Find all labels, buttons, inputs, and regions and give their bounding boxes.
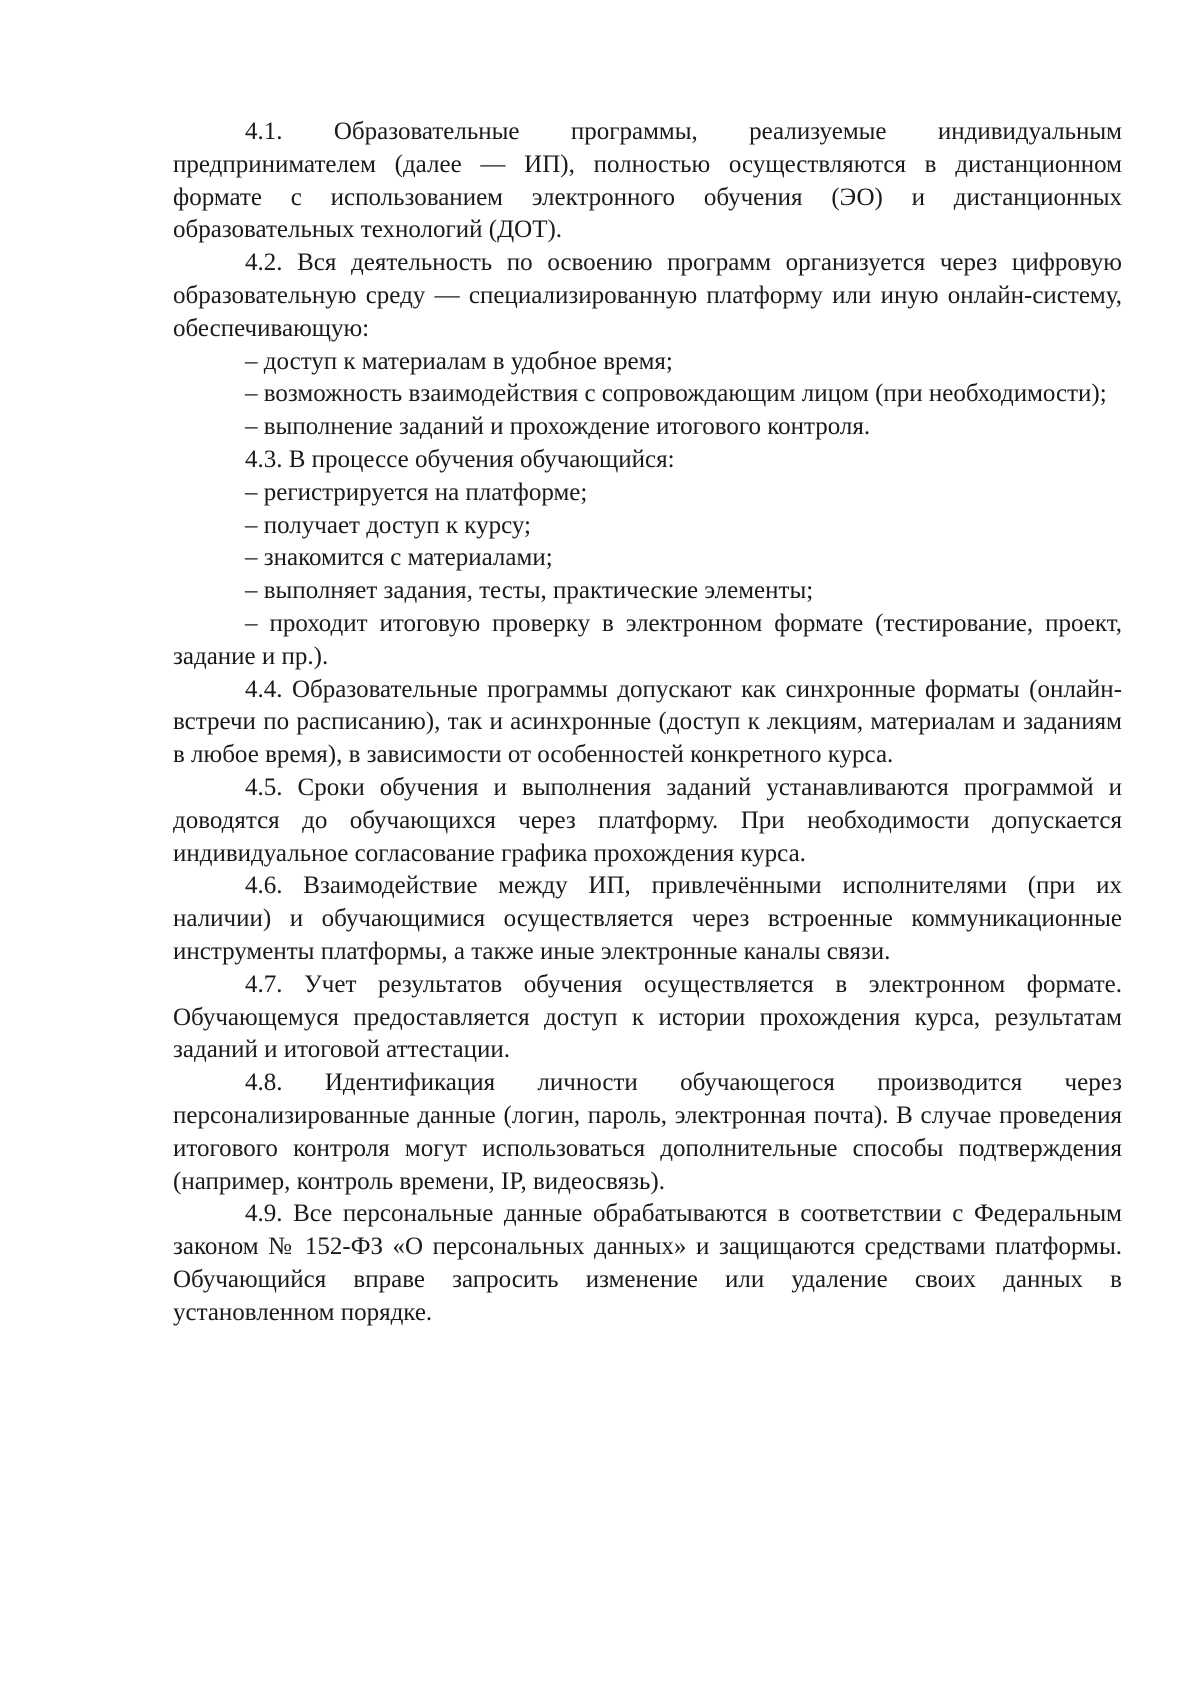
list-item-materials: – знакомится с материалами; bbox=[245, 544, 553, 572]
paragraph-4-2: 4.2. Вся деятельность по освоению программ организуется через цифровую образовательную среду — специализированную платформу или иную онлайн-систему, обеспечивающую: bbox=[173, 249, 1122, 342]
list-item-interaction: – возможность взаимодействия с сопровождающим лицом (при необходимости); bbox=[245, 380, 1107, 408]
list-item-final-check: – проходит итоговую проверку в электронном формате (тестирование, проект, задание и пр.). bbox=[173, 609, 1122, 670]
list-item-tasks-control: – выполнение заданий и прохождение итогового контроля. bbox=[245, 413, 871, 441]
list-item-access: – доступ к материалам в удобное время; bbox=[245, 347, 673, 375]
list-item-assignments: – выполняет задания, тесты, практические элементы; bbox=[245, 577, 814, 605]
paragraph-4-4: 4.4. Образовательные программы допускают как синхронные форматы (онлайн-встречи по расписанию), так и асинхронные (доступ к лекциям, материалам и заданиям в любое время), в зависимости от особенностей конкретного курса. bbox=[173, 675, 1122, 769]
paragraph-4-9: 4.9. Все персональные данные обрабатываются в соответствии с Федеральным законом № 152-ФЗ «О персональных данных» и защищаются средствами платформы. Обучающийся вправе запросить изменение или удаление своих данных в установленном порядке. bbox=[173, 1200, 1122, 1326]
list-item-registers: – регистрируется на платформе; bbox=[245, 478, 588, 506]
paragraph-4-7: 4.7. Учет результатов обучения осуществляется в электронном формате. Обучающемуся предоставляется доступ к истории прохождения курса, результатам заданий и итоговой аттестации. bbox=[173, 970, 1122, 1064]
paragraph-4-3: 4.3. В процессе обучения обучающийся: bbox=[245, 445, 675, 473]
paragraph-4-5: 4.5. Сроки обучения и выполнения заданий устанавливаются программой и доводятся до обучающихся через платформу. При необходимости допускается индивидуальное согласование графика прохождения курса. bbox=[173, 773, 1122, 867]
paragraph-4-6: 4.6. Взаимодействие между ИП, привлечёнными исполнителями (при их наличии) и обучающимися осуществляется через встроенные коммуникационные инструменты платформы, а также иные электронные каналы связи. bbox=[173, 872, 1122, 965]
list-item-course-access: – получает доступ к курсу; bbox=[245, 511, 531, 539]
document-page bbox=[173, 116, 1122, 1329]
paragraph-4-1: 4.1. Образовательные программы, реализуемые индивидуальным предпринимателем (далее — ИП), полностью осуществляются в дистанционном формате с использованием электронного обучения (ЭО) и дистанционных образовательных технологий (ДОТ). bbox=[173, 118, 1122, 244]
paragraph-4-8: 4.8. Идентификация личности обучающегося производится через персонализированные данные (логин, пароль, электронная почта). В случае проведения итогового контроля могут использоваться дополнительные способы подтверждения (например, контроль времени, IP, видеосвязь). bbox=[173, 1069, 1122, 1195]
